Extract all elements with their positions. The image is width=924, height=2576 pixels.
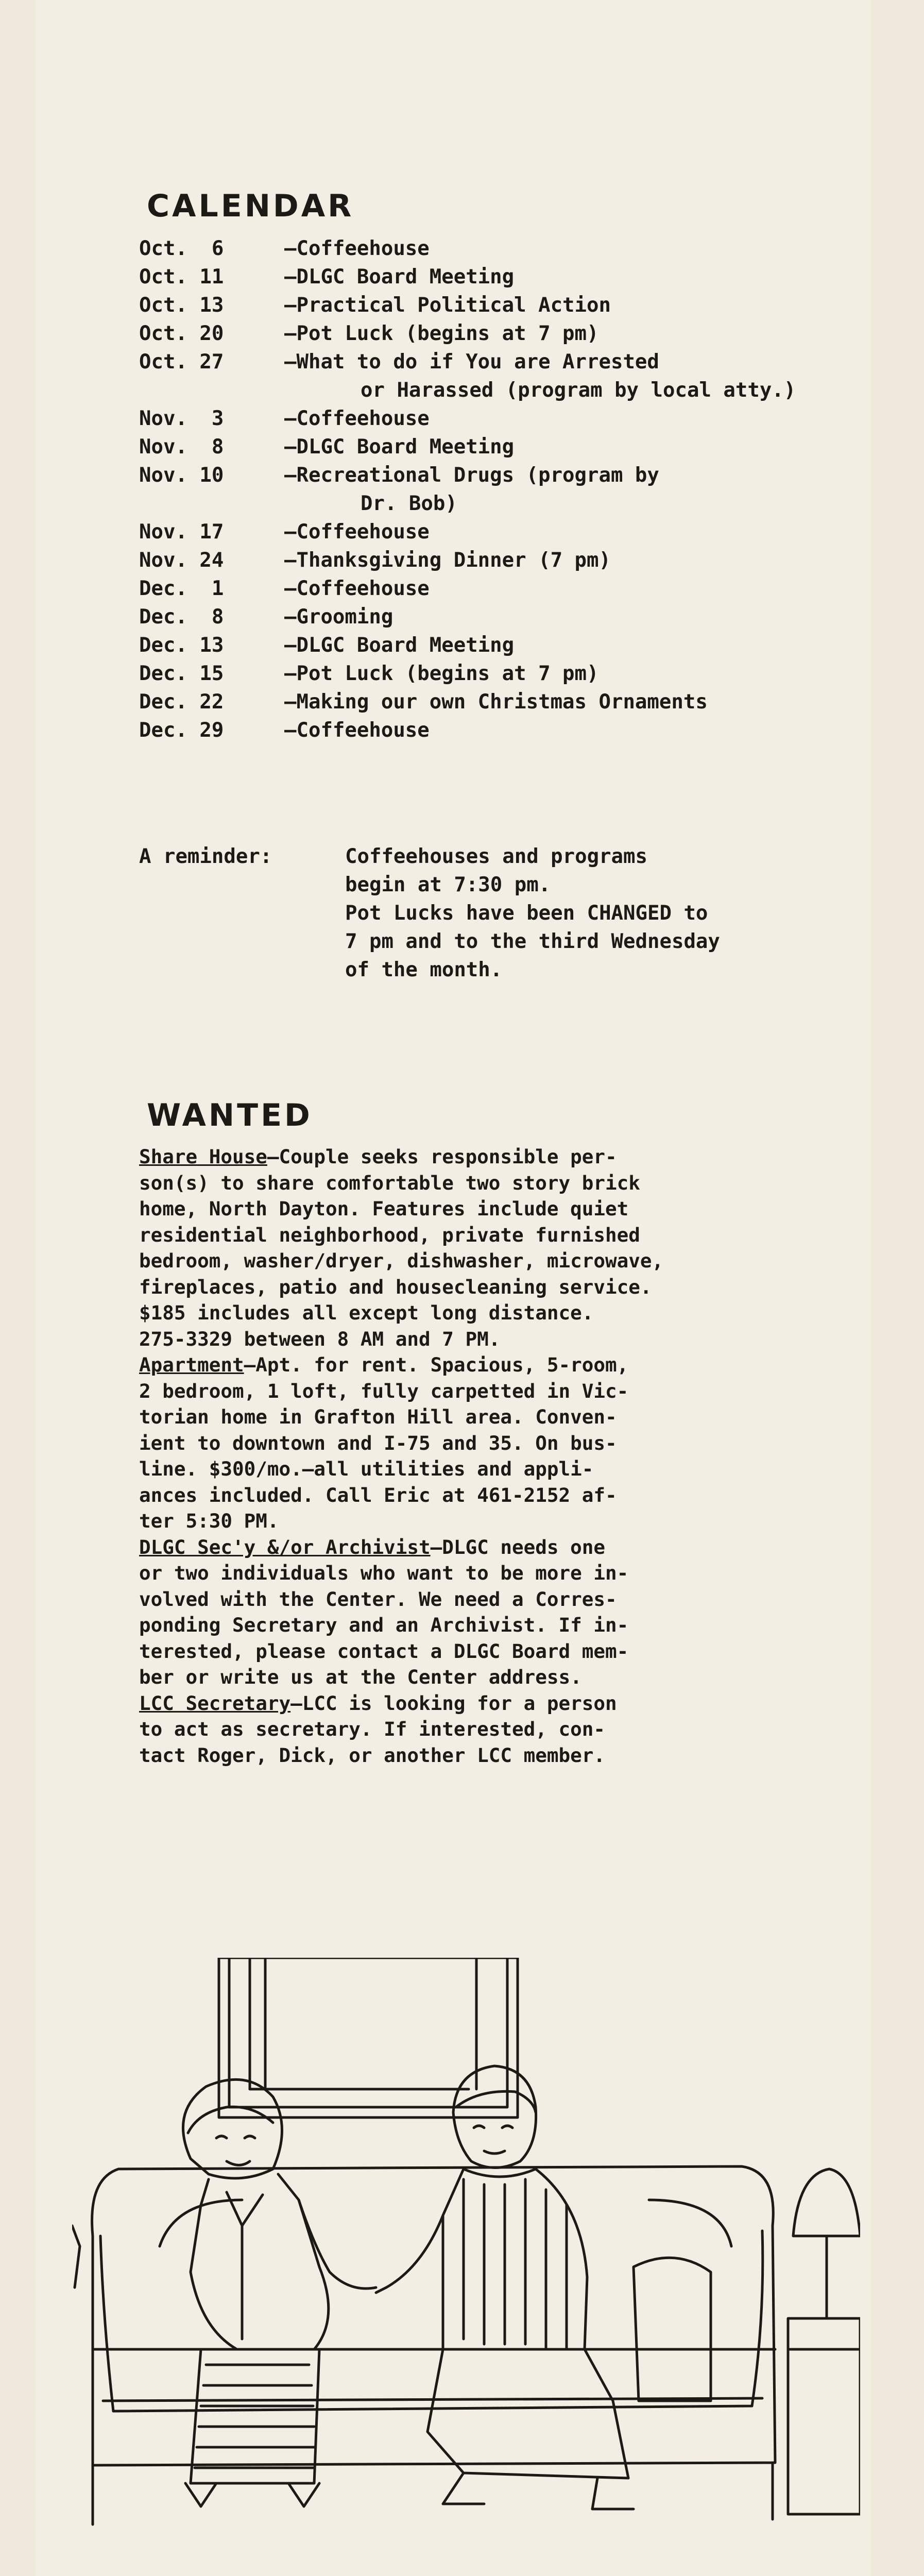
calendar-event: —Coffeehouse xyxy=(284,719,430,742)
reminder-line: begin at 7:30 pm. xyxy=(345,873,551,896)
wanted-line xyxy=(139,1560,850,1586)
ad-text: son(s) to share comfortable two story brick xyxy=(139,1171,640,1194)
ad-heading: Apartment xyxy=(139,1353,244,1376)
wanted-line xyxy=(139,1404,850,1430)
calendar-item xyxy=(139,518,870,546)
calendar-item xyxy=(139,234,870,263)
ad-text: fireplaces, patio and housecleaning service. xyxy=(139,1275,652,1298)
calendar-event-title: Coffeehouse xyxy=(296,237,430,260)
calendar-date: Oct. 27 xyxy=(139,350,224,374)
wanted-line xyxy=(139,1248,850,1274)
ad-text: tact Roger, Dick, or another LCC member. xyxy=(139,1743,605,1767)
ad-heading: DLGC Sec'y &/or Archivist xyxy=(139,1535,431,1558)
ad-text: ances included. Call Eric at 461-2152 af- xyxy=(139,1483,617,1506)
calendar-item xyxy=(139,631,870,659)
ad-text: home, North Dayton. Features include quiet xyxy=(139,1197,629,1220)
calendar-item xyxy=(139,603,870,631)
calendar-event-title: DLGC Board Meeting xyxy=(296,435,515,459)
wanted-heading: WANTED xyxy=(147,1097,313,1133)
ad-text: torian home in Grafton Hill area. Conven- xyxy=(139,1405,617,1428)
sofa xyxy=(92,2166,775,2524)
calendar-event-title: Recreational Drugs (program by xyxy=(296,464,659,487)
calendar-date: Oct. 20 xyxy=(139,322,224,345)
wanted-line xyxy=(139,1222,850,1248)
calendar-date: Dec. 8 xyxy=(139,605,224,629)
ad-text: —Couple seeks responsible per- xyxy=(267,1145,617,1168)
calendar-event-continued: Dr. Bob) xyxy=(361,492,457,515)
calendar-date: Dec. 13 xyxy=(139,634,224,657)
wanted-line xyxy=(139,1300,850,1326)
calendar-event: —Pot Luck (begins at 7 pm) xyxy=(284,322,599,345)
wanted-ads xyxy=(139,1144,850,1768)
reminder-line: Coffeehouses and programs xyxy=(345,845,647,868)
calendar-date: Dec. 22 xyxy=(139,690,224,714)
calendar-item xyxy=(139,461,870,518)
woman-right xyxy=(376,2066,634,2509)
wanted-line xyxy=(139,1534,850,1561)
ad-text: —Apt. for rent. Spacious, 5-room, xyxy=(244,1353,629,1376)
calendar-event-title: Pot Luck (begins at 7 pm) xyxy=(296,662,599,685)
calendar-event-title: Grooming xyxy=(296,605,393,629)
cartoon-illustration xyxy=(72,1958,860,2576)
calendar-date: Nov. 17 xyxy=(139,520,224,544)
ad-text: residential neighborhood, private furnished xyxy=(139,1223,640,1246)
calendar-event: —Coffeehouse xyxy=(284,237,430,260)
wanted-line xyxy=(139,1430,850,1456)
ad-text: bedroom, washer/dryer, dishwasher, microwave, xyxy=(139,1249,664,1272)
calendar-event: —Grooming xyxy=(284,605,393,629)
wanted-line xyxy=(139,1352,850,1378)
calendar-heading: CALENDAR xyxy=(147,188,354,224)
calendar-date: Nov. 24 xyxy=(139,549,224,572)
wanted-line xyxy=(139,1742,850,1769)
calendar-date: Nov. 8 xyxy=(139,435,224,459)
calendar-event-title: Coffeehouse xyxy=(296,407,430,430)
calendar-event-continued: or Harassed (program by local atty.) xyxy=(361,379,796,402)
wanted-line xyxy=(139,1482,850,1509)
calendar-event: —DLGC Board Meeting xyxy=(284,634,515,657)
ad-text: terested, please contact a DLGC Board mem- xyxy=(139,1639,629,1663)
calendar-event-title: Practical Political Action xyxy=(296,294,611,317)
wanted-line xyxy=(139,1326,850,1352)
wanted-line xyxy=(139,1612,850,1638)
woman-left xyxy=(183,2079,376,2506)
reminder-line: 7 pm and to the third Wednesday xyxy=(345,930,720,953)
calendar-event: —DLGC Board Meeting xyxy=(284,265,515,289)
reminder-label: A reminder: xyxy=(139,845,272,868)
ad-text: ient to downtown and I-75 and 35. On bus- xyxy=(139,1431,617,1454)
ad-text: —LCC is looking for a person xyxy=(290,1691,617,1715)
ad-text: line. $300/mo.—all utilities and appli- xyxy=(139,1458,594,1480)
calendar-item xyxy=(139,716,870,744)
reminder-line: of the month. xyxy=(345,958,503,981)
side-lamp xyxy=(788,2169,860,2514)
ad-text: volved with the Center. We need a Corres- xyxy=(139,1587,617,1611)
wanted-line xyxy=(139,1664,850,1690)
calendar-item xyxy=(139,659,870,688)
ad-text: ponding Secretary and an Archivist. If in- xyxy=(139,1614,629,1636)
ad-text: 2 bedroom, 1 loft, fully carpetted in Vic- xyxy=(139,1379,629,1402)
calendar-event-title: Pot Luck (begins at 7 pm) xyxy=(296,322,599,345)
reminder-text xyxy=(345,842,860,984)
wanted-line xyxy=(139,1196,850,1222)
calendar-date: Nov. 3 xyxy=(139,407,224,430)
calendar-item xyxy=(139,433,870,461)
calendar-event: —Pot Luck (begins at 7 pm) xyxy=(284,662,599,685)
ad-text: —DLGC needs one xyxy=(430,1535,605,1558)
calendar-date: Dec. 29 xyxy=(139,719,224,742)
calendar-event-title: Coffeehouse xyxy=(296,520,430,544)
calendar-event-title: What to do if You are Arrested xyxy=(296,350,659,374)
wanted-line xyxy=(139,1274,850,1300)
ad-text: $185 includes all except long distance. xyxy=(139,1301,594,1324)
ad-text: ber or write us at the Center address. xyxy=(139,1666,582,1688)
wanted-line xyxy=(139,1638,850,1665)
ad-text: ter 5:30 PM. xyxy=(139,1510,279,1532)
calendar-list xyxy=(139,234,870,744)
wanted-line xyxy=(139,1456,850,1482)
calendar-item xyxy=(139,319,870,348)
calendar-item xyxy=(139,546,870,574)
calendar-event: —Recreational Drugs (program by Dr. Bob) xyxy=(284,461,870,518)
calendar-item xyxy=(139,291,870,319)
calendar-item xyxy=(139,574,870,603)
calendar-item xyxy=(139,688,870,716)
wall-frame xyxy=(219,1958,518,2117)
calendar-event-title: DLGC Board Meeting xyxy=(296,634,515,657)
calendar-item xyxy=(139,348,870,404)
ad-text: or two individuals who want to be more in- xyxy=(139,1562,629,1584)
wanted-line xyxy=(139,1586,850,1613)
calendar-event: —What to do if You are Arrested or Harassed (program by local atty.) xyxy=(284,348,870,404)
ad-heading: LCC Secretary xyxy=(139,1691,291,1715)
calendar-date: Oct. 6 xyxy=(139,237,224,260)
reminder-line: Pot Lucks have been CHANGED to xyxy=(345,902,708,925)
calendar-event: —Making our own Christmas Ornaments xyxy=(284,690,708,714)
calendar-event-title: Coffeehouse xyxy=(296,577,430,600)
calendar-event: —DLGC Board Meeting xyxy=(284,435,515,459)
calendar-event-title: Coffeehouse xyxy=(296,719,430,742)
calendar-event: —Practical Political Action xyxy=(284,294,611,317)
calendar-item xyxy=(139,404,870,433)
wanted-line xyxy=(139,1508,850,1534)
calendar-item xyxy=(139,263,870,291)
calendar-event: —Coffeehouse xyxy=(284,577,430,600)
calendar-date: Nov. 10 xyxy=(139,464,224,487)
calendar-event-title: DLGC Board Meeting xyxy=(296,265,515,289)
wanted-line xyxy=(139,1144,850,1170)
ad-text: 275-3329 between 8 AM and 7 PM. xyxy=(139,1327,501,1350)
reminder-block xyxy=(139,842,860,984)
wanted-line xyxy=(139,1690,850,1717)
calendar-event: —Coffeehouse xyxy=(284,407,430,430)
calendar-date: Dec. 15 xyxy=(139,662,224,685)
calendar-date: Oct. 13 xyxy=(139,294,224,317)
wanted-line xyxy=(139,1170,850,1196)
calendar-event-title: Thanksgiving Dinner (7 pm) xyxy=(296,549,611,572)
calendar-date: Dec. 1 xyxy=(139,577,224,600)
calendar-event-title: Making our own Christmas Ornaments xyxy=(296,690,708,714)
ad-text: to act as secretary. If interested, con- xyxy=(139,1718,605,1740)
calendar-event: —Coffeehouse xyxy=(284,520,430,544)
wanted-line xyxy=(139,1716,850,1742)
wanted-line xyxy=(139,1378,850,1404)
calendar-event: —Thanksgiving Dinner (7 pm) xyxy=(284,549,611,572)
calendar-date: Oct. 11 xyxy=(139,265,224,289)
ad-heading: Share House xyxy=(139,1145,267,1168)
